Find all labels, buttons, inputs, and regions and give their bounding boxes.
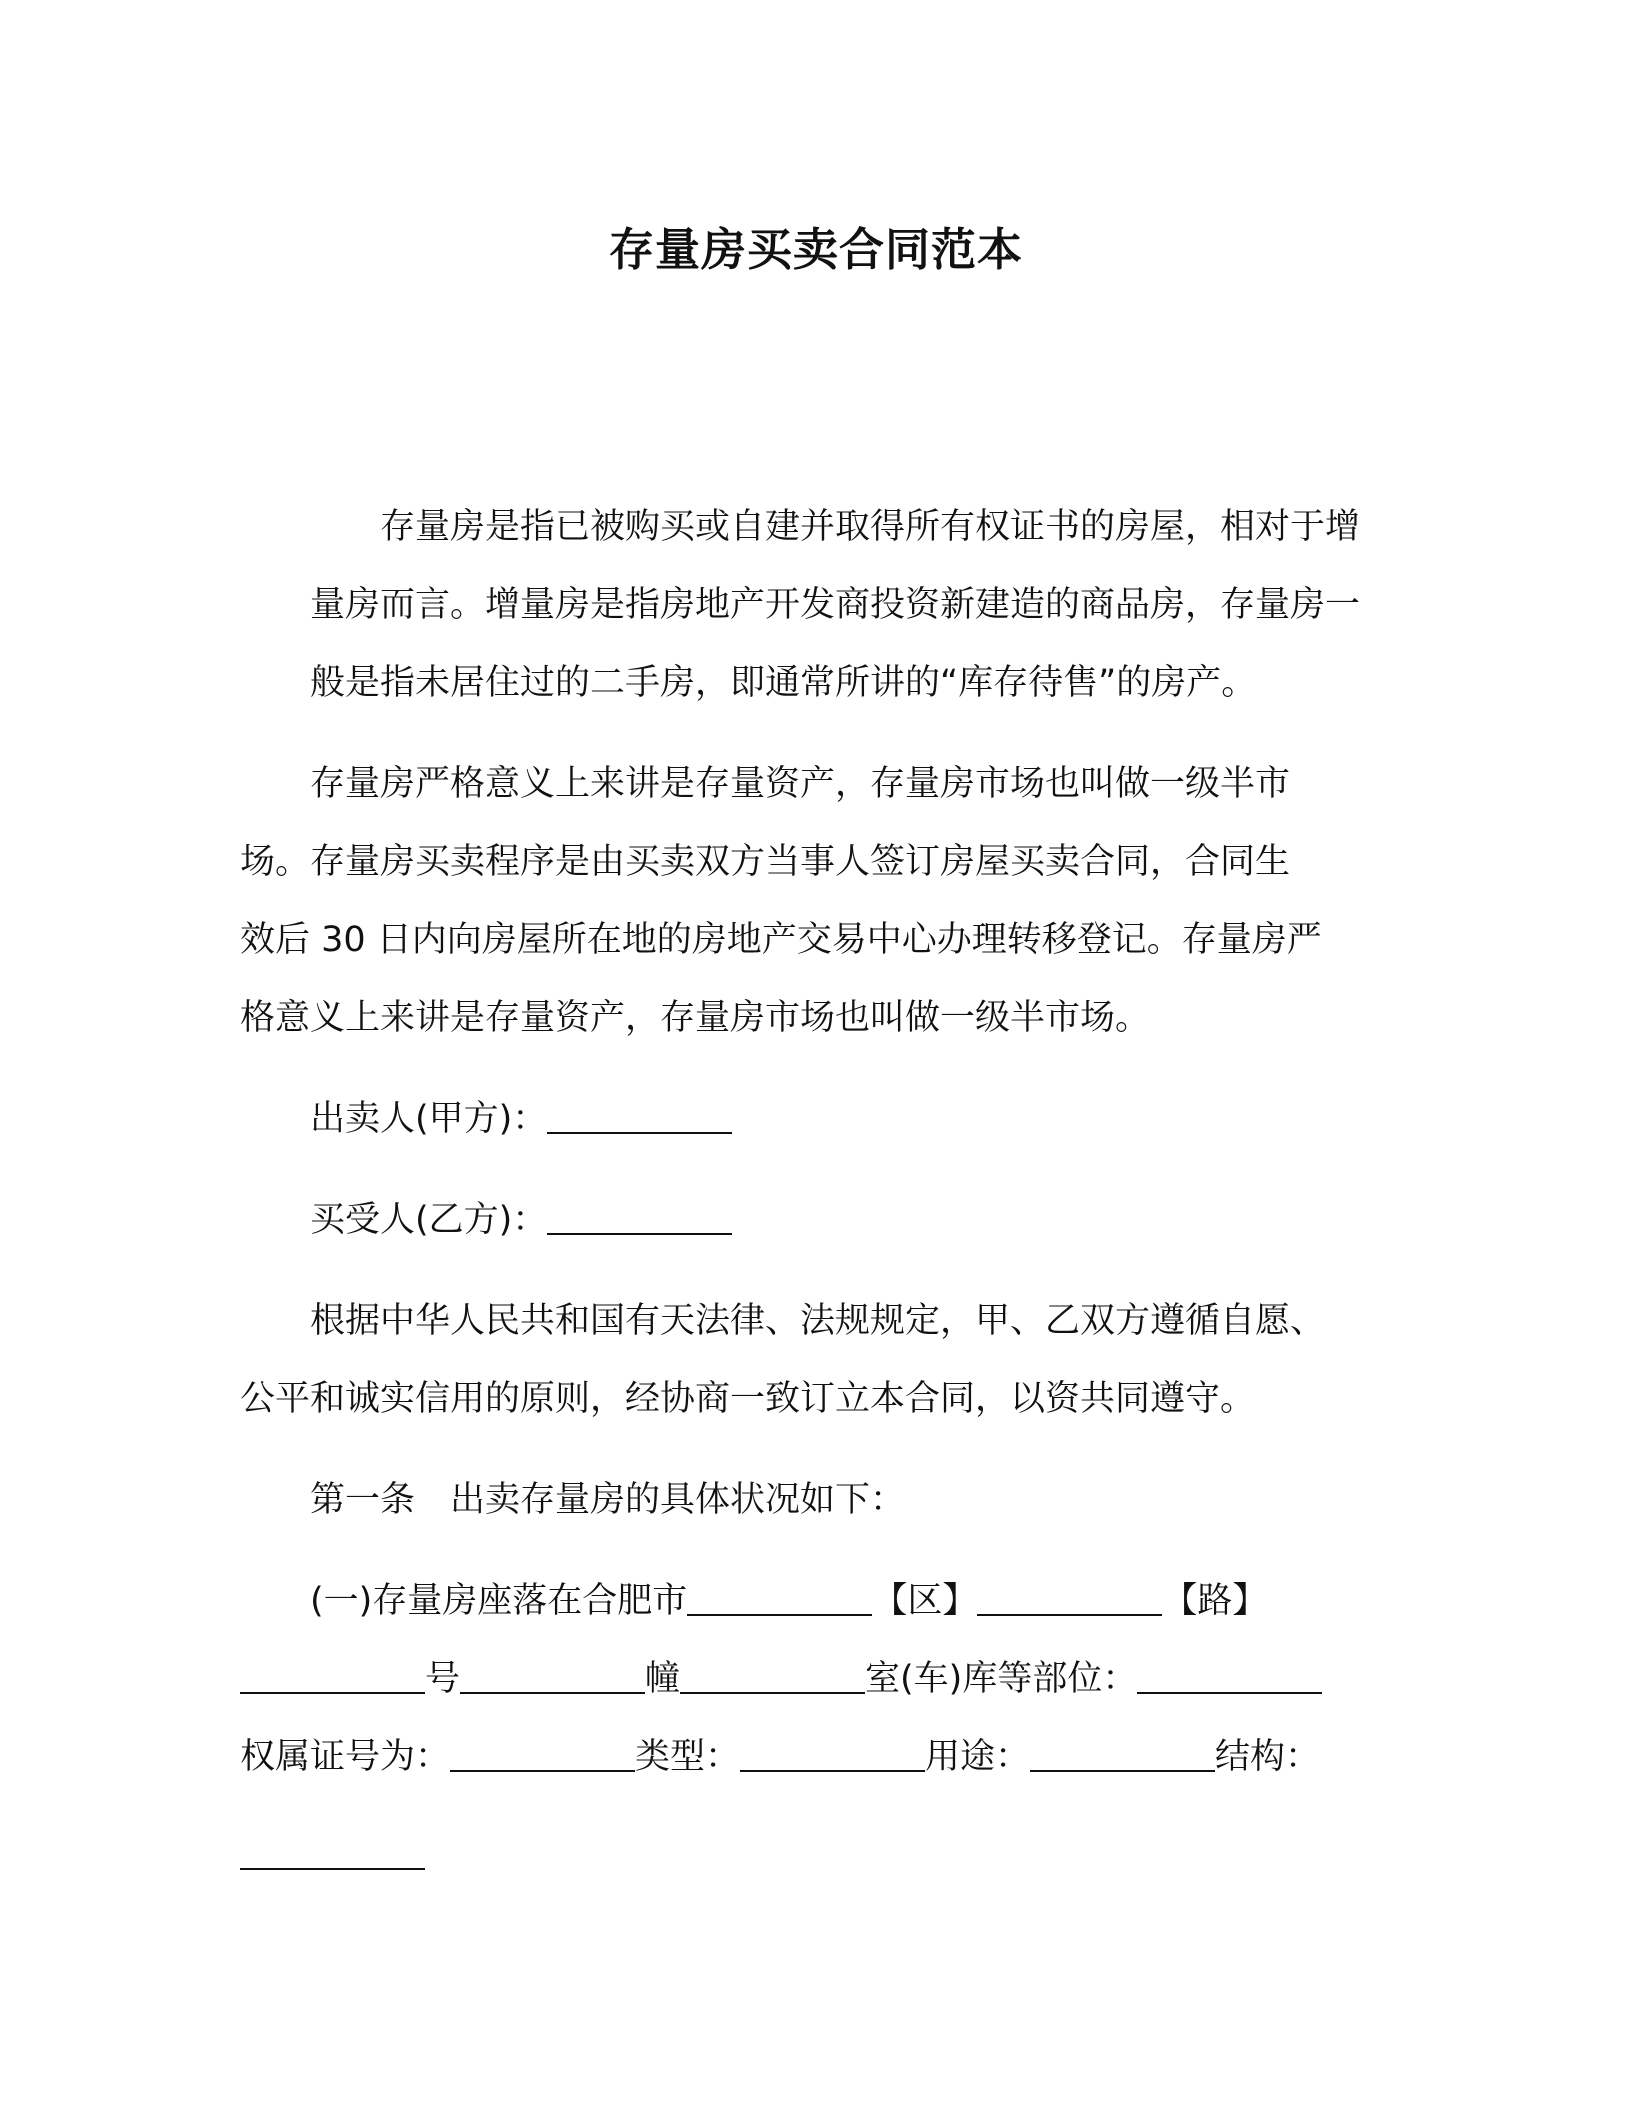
definition-line-2: 场。存量房买卖程序是由买卖双方当事人签订房屋买卖合同，合同生	[240, 842, 1291, 882]
number-blank[interactable]	[460, 1657, 645, 1694]
intro-line-3: 般是指未居住过的二手房，即通常所讲的“库存待售”的房产。	[310, 663, 1257, 703]
room-label: 室(车)库等部位：	[865, 1659, 1138, 1699]
structure-blank[interactable]	[240, 1833, 425, 1870]
seller-label: 出卖人(甲方)：	[310, 1099, 548, 1139]
building-blank[interactable]	[680, 1657, 865, 1694]
definition-line-1: 存量房严格意义上来讲是存量资产，存量房市场也叫做一级半市	[310, 764, 1291, 804]
document-body	[240, 488, 1390, 1917]
seller-field	[240, 1080, 1390, 1158]
buyer-blank[interactable]	[547, 1198, 732, 1235]
item-1-prefix: (一)存量房座落在合肥市	[310, 1581, 688, 1621]
road-label: 【路】	[1162, 1581, 1268, 1621]
article-1-heading: 第一条 出卖存量房的具体状况如下：	[310, 1480, 906, 1520]
cert-blank[interactable]	[450, 1735, 635, 1772]
agreement-line-1: 根据中华人民共和国有天法律、法规规定，甲、乙双方遵循自愿、	[310, 1301, 1326, 1341]
definition-line-3: 效后 30 日内向房屋所在地的房地产交易中心办理转移登记。存量房严	[240, 920, 1322, 960]
intro-line-2: 量房而言。增量房是指房地产开发商投资新建造的商品房，存量房一	[310, 585, 1361, 625]
building-label: 幢	[645, 1659, 681, 1699]
district-label: 【区】	[872, 1581, 978, 1621]
agreement-paragraph	[240, 1282, 1390, 1438]
definition-paragraph	[240, 745, 1390, 1057]
type-label: 类型：	[635, 1737, 741, 1777]
article-1-heading-block	[240, 1461, 1390, 1539]
city-blank[interactable]	[687, 1579, 872, 1616]
type-blank[interactable]	[740, 1735, 925, 1772]
road-blank[interactable]	[240, 1657, 425, 1694]
agreement-line-2: 公平和诚实信用的原则，经协商一致订立本合同，以资共同遵守。	[240, 1379, 1256, 1419]
definition-line-4: 格意义上来讲是存量资产，存量房市场也叫做一级半市场。	[240, 998, 1151, 1038]
seller-blank[interactable]	[547, 1097, 732, 1134]
item-1-paragraph	[240, 1562, 1390, 1894]
intro-line-1: 存量房是指已被购买或自建并取得所有权证书的房屋，相对于增	[380, 507, 1361, 547]
room-blank[interactable]	[1137, 1657, 1322, 1694]
buyer-field	[240, 1181, 1390, 1259]
number-label: 号	[425, 1659, 461, 1699]
intro-paragraph	[240, 488, 1390, 722]
document-title: 存量房买卖合同范本	[608, 223, 1023, 276]
structure-label: 结构：	[1215, 1737, 1321, 1777]
use-label: 用途：	[925, 1737, 1031, 1777]
district-blank[interactable]	[977, 1579, 1162, 1616]
buyer-label: 买受人(乙方)：	[310, 1200, 548, 1240]
use-blank[interactable]	[1030, 1735, 1215, 1772]
cert-label: 权属证号为：	[240, 1737, 451, 1777]
